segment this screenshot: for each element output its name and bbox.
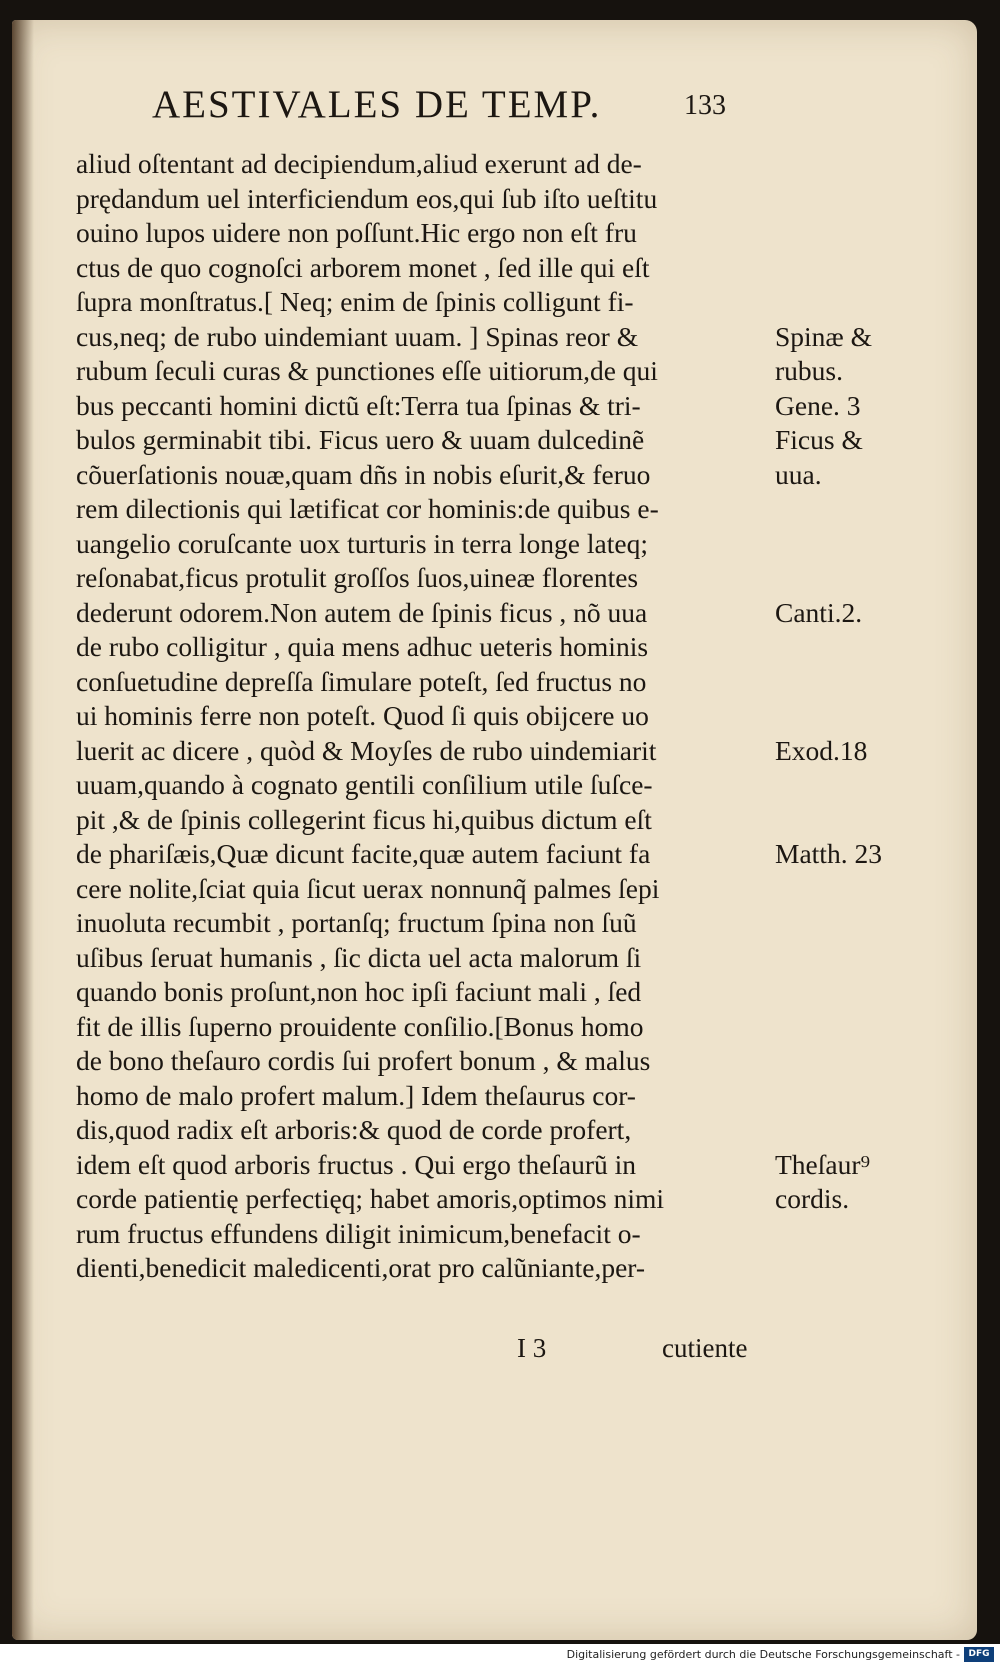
marginal-note: Gene. 3: [775, 389, 861, 421]
text-line: de rubo colligitur , quia mens adhuc ueteris hominis: [76, 631, 649, 662]
text-line: dienti,benedicit maledicenti,orat pro calũniante,per-: [76, 1252, 646, 1283]
marginal-note: cordis.: [775, 1183, 850, 1214]
text-line: de phariſæis,Quæ dicunt facite,quæ autem faciunt fa: [76, 838, 651, 869]
main-text-column: [76, 147, 776, 1286]
text-line: cõuerſationis nouæ,quam dñs in nobis eſurit,& feruo: [76, 458, 651, 490]
text-line: ſupra monſtratus.[ Neq; enim de ſpinis colligunt fi-: [76, 286, 634, 317]
text-line: rem dilectionis qui lætificat cor hominis:de quibus e-: [76, 493, 659, 524]
text-line: ouino lupos uidere non poſſunt.Hic ergo non eſt fru: [76, 217, 637, 248]
folio-number: 133: [684, 90, 726, 121]
book-page: [12, 20, 977, 1640]
marginal-note: Ficus &: [775, 424, 863, 455]
dfg-logo: DFG: [964, 1647, 994, 1662]
text-line: cus,neq; de rubo uindemiant uuam. ] Spinas reor &: [76, 320, 639, 352]
text-line: conſuetudine depreſſa ſimulare poteſt, ſed fructus no: [76, 665, 647, 697]
text-line: fit de illis ſuperno prouidente conſilio.[Bonus homo: [76, 1010, 644, 1042]
marginal-note: rubus.: [775, 355, 843, 386]
text-line: dederunt odorem.Non autem de ſpinis ficus , nõ uua: [76, 596, 648, 628]
text-line: idem eſt quod arboris fructus . Qui ergo theſaurũ in: [76, 1148, 637, 1180]
text-line: pit ,& de ſpinis collegerint ficus hi,quibus dictum eſt: [76, 803, 652, 835]
text-line: uſibus ſeruat humanis , ſic dicta uel acta malorum ſi: [76, 941, 642, 973]
text-line: luerit ac dicere , quòd & Moyſes de rubo uindemiarit: [76, 734, 657, 766]
catchword: cutiente: [662, 1333, 748, 1363]
text-line: dis,quod radix eſt arboris:& quod de corde profert,: [76, 1114, 632, 1145]
signature-mark: I 3: [517, 1333, 547, 1363]
text-line: bus peccanti homini dictũ eſt:Terra tua ſpinas & tri-: [76, 389, 641, 421]
text-line: cere nolite,ſciat quia ſicut uerax nonnunq̃ palmes ſepi: [76, 872, 660, 904]
digitization-credit: Digitalisierung gefördert durch die Deutsche Forschungsgemeinschaft -: [566, 1648, 960, 1661]
text-line: de bono theſauro cordis ſui profert bonum , & malus: [76, 1045, 651, 1076]
text-line: rubum ſeculi curas & punctiones eſſe uitiorum,de qui: [76, 355, 658, 386]
text-line: prędandum uel interficiendum eos,qui ſub iſto ueſtitu: [76, 182, 658, 214]
marginal-note: Exod.18: [775, 734, 868, 766]
running-head: AESTIVALES DE TEMP.: [152, 83, 602, 126]
marginal-note: Canti.2.: [775, 596, 863, 628]
text-line: corde patientię perfectięq; habet amoris,optimos nimi: [76, 1183, 665, 1214]
digitization-credit-bar: [0, 1644, 1000, 1668]
marginal-note: Matth. 23: [775, 838, 882, 869]
text-line: rum fructus effundens diligit inimicum,benefacit o-: [76, 1217, 641, 1249]
marginal-note: Theſaur⁹: [775, 1148, 871, 1180]
text-line: bulos germinabit tibi. Ficus uero & uuam dulcedinẽ: [76, 424, 645, 455]
marginal-note: uua.: [775, 458, 822, 490]
marginal-note: Spinæ &: [775, 320, 873, 352]
text-line: reſonabat,ficus protulit groſſos ſuos,uineæ florentes: [76, 562, 639, 593]
text-line: homo de malo profert malum.] Idem theſaurus cor-: [76, 1079, 636, 1111]
text-line: uuam,quando à cognato gentili conſilium utile ſuſce-: [76, 769, 653, 800]
text-line: ui hominis ferre non poteſt. Quod ſi quis obijcere uo: [76, 700, 649, 731]
text-line: aliud oſtentant ad decipiendum,aliud exerunt ad de-: [76, 148, 642, 179]
page-gutter: [12, 20, 34, 1640]
text-line: quando bonis proſunt,non hoc ipſi faciunt mali , ſed: [76, 976, 642, 1007]
text-line: uangelio coruſcante uox turturis in terra longe lateq;: [76, 527, 648, 559]
text-line: ctus de quo cognoſci arborem monet , ſed ille qui eſt: [76, 251, 650, 283]
text-line: inuoluta recumbit , portanſq; fructum ſpina non ſuũ: [76, 907, 637, 938]
